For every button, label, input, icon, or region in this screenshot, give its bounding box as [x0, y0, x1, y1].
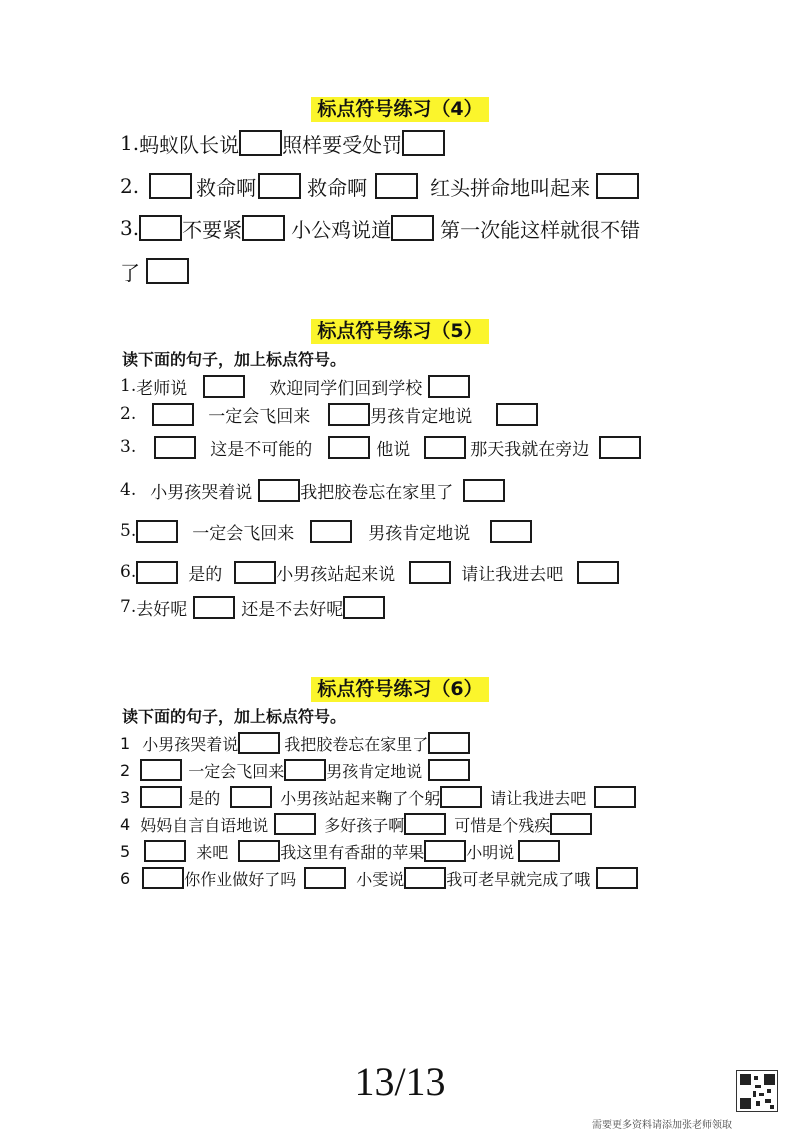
punctuation-box[interactable] [144, 840, 186, 862]
punctuation-box[interactable] [577, 561, 619, 584]
punctuation-box[interactable] [203, 375, 245, 398]
exercise-line-4-3-cont: 了 [120, 256, 189, 286]
punctuation-box[interactable] [152, 403, 194, 426]
punctuation-box[interactable] [238, 840, 280, 862]
exercise-line-5-4: 4. 小男孩哭着说 我把胶卷忘在家里了 [120, 477, 505, 503]
punctuation-box[interactable] [193, 596, 235, 619]
punctuation-box[interactable] [258, 479, 300, 502]
punctuation-box[interactable] [258, 173, 301, 199]
exercise-line-5-3: 3. 这是不可能的 他说 那天我就在旁边 [120, 434, 641, 460]
punctuation-box[interactable] [496, 403, 538, 426]
punctuation-box[interactable] [284, 759, 326, 781]
punctuation-box[interactable] [428, 375, 470, 398]
page-number: 13/13 [354, 1059, 446, 1104]
punctuation-box[interactable] [402, 130, 445, 156]
punctuation-box[interactable] [404, 867, 446, 889]
exercise-line-4-1: 1. 蚂蚁队长说 照样要受处罚 [120, 128, 445, 158]
punctuation-box[interactable] [463, 479, 505, 502]
section-title: 标点符号练习（4） [0, 96, 800, 122]
exercise-line-6-1: 1 小男孩哭着说 我把胶卷忘在家里了 [120, 731, 470, 755]
punctuation-box[interactable] [596, 173, 639, 199]
section-title: 标点符号练习（6） [0, 676, 800, 702]
exercise-line-6-4: 4 妈妈自言自语地说 多好孩子啊 可惜是个残疾 [120, 812, 592, 836]
punctuation-box[interactable] [304, 867, 346, 889]
punctuation-box[interactable] [239, 130, 282, 156]
punctuation-box[interactable] [310, 520, 352, 543]
qr-code-icon[interactable] [736, 1070, 778, 1112]
exercise-line-5-5: 5. 一定会飞回来 男孩肯定地说 [120, 518, 532, 544]
punctuation-box[interactable] [424, 840, 466, 862]
punctuation-box[interactable] [328, 403, 370, 426]
punctuation-box[interactable] [139, 215, 182, 241]
exercise-line-5-1: 1. 老师说 欢迎同学们回到学校 [120, 373, 470, 399]
exercise-line-4-2: 2. 救命啊 救命啊 红头拼命地叫起来 [120, 171, 639, 201]
section-instruction: 读下面的句子，加上标点符号。 [122, 350, 347, 369]
punctuation-box[interactable] [242, 215, 285, 241]
punctuation-box[interactable] [328, 436, 370, 459]
exercise-line-6-6: 6 你作业做好了吗 小雯说 我可老早就完成了哦 [120, 866, 638, 890]
punctuation-box[interactable] [230, 786, 272, 808]
punctuation-box[interactable] [594, 786, 636, 808]
exercise-line-6-2: 2 一定会飞回来 男孩肯定地说 [120, 758, 470, 782]
punctuation-box[interactable] [140, 759, 182, 781]
punctuation-box[interactable] [238, 732, 280, 754]
section-title: 标点符号练习（5） [0, 318, 800, 344]
punctuation-box[interactable] [409, 561, 451, 584]
punctuation-box[interactable] [404, 813, 446, 835]
exercise-line-5-7: 7. 去好呢 还是不去好呢 [120, 594, 385, 620]
punctuation-box[interactable] [599, 436, 641, 459]
exercise-line-5-6: 6. 是的 小男孩站起来说 请让我进去吧 [120, 559, 619, 585]
punctuation-box[interactable] [146, 258, 189, 284]
punctuation-box[interactable] [550, 813, 592, 835]
exercise-line-5-2: 2. 一定会飞回来 男孩肯定地说 [120, 401, 538, 427]
punctuation-box[interactable] [596, 867, 638, 889]
punctuation-box[interactable] [274, 813, 316, 835]
punctuation-box[interactable] [234, 561, 276, 584]
punctuation-box[interactable] [142, 867, 184, 889]
punctuation-box[interactable] [154, 436, 196, 459]
punctuation-box[interactable] [490, 520, 532, 543]
punctuation-box[interactable] [375, 173, 418, 199]
section-instruction: 读下面的句子，加上标点符号。 [122, 707, 347, 726]
punctuation-box[interactable] [343, 596, 385, 619]
punctuation-box[interactable] [136, 561, 178, 584]
punctuation-box[interactable] [518, 840, 560, 862]
punctuation-box[interactable] [424, 436, 466, 459]
punctuation-box[interactable] [149, 173, 192, 199]
punctuation-box[interactable] [428, 732, 470, 754]
punctuation-box[interactable] [391, 215, 434, 241]
footer-note: 需要更多资料请添加张老师领取 [592, 1120, 732, 1131]
exercise-line-6-3: 3 是的 小男孩站起来鞠了个躬 请让我进去吧 [120, 785, 636, 809]
punctuation-box[interactable] [428, 759, 470, 781]
exercise-line-4-3: 3. 不要紧 小公鸡说道 第一次能这样就很不错 [120, 216, 641, 242]
punctuation-box[interactable] [140, 786, 182, 808]
punctuation-box[interactable] [136, 520, 178, 543]
punctuation-box[interactable] [440, 786, 482, 808]
exercise-line-6-5: 5 来吧 我这里有香甜的苹果 小明说 [120, 839, 560, 863]
